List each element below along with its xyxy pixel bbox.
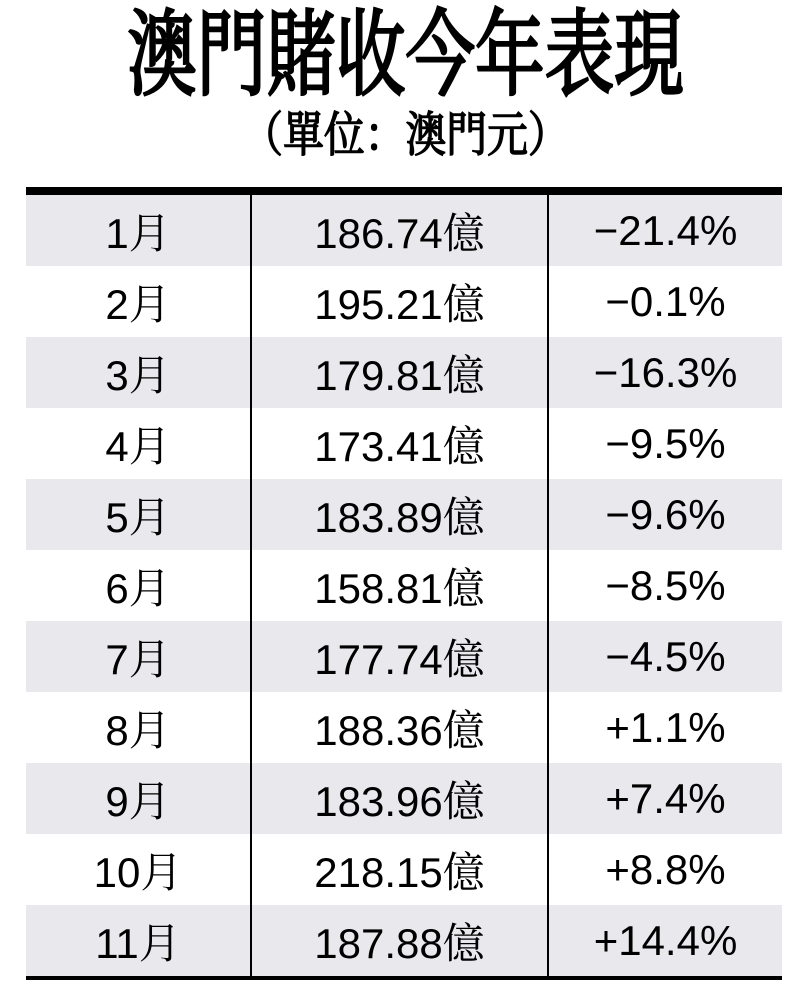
table-row <box>26 550 782 621</box>
cell-change: +7.4% <box>547 763 782 834</box>
table-row <box>26 621 782 692</box>
cell-change: +1.1% <box>547 692 782 763</box>
table-row <box>26 692 782 763</box>
table-row <box>26 195 782 266</box>
unit-note: （單位：澳門元） <box>242 109 569 162</box>
cell-month: 1月 <box>105 209 171 257</box>
cell-value: 187.88億 <box>250 905 547 976</box>
cell-change: −0.1% <box>547 266 782 337</box>
table-row <box>26 408 782 479</box>
cell-change: −8.5% <box>547 550 782 621</box>
cell-value: 186.74億 <box>250 195 547 266</box>
table-row <box>26 905 782 976</box>
cell-change: −9.5% <box>547 408 782 479</box>
cell-value: 179.81億 <box>250 337 547 408</box>
header <box>0 0 811 160</box>
cell-month: 8月 <box>105 706 171 754</box>
cell-change: +8.8% <box>547 834 782 905</box>
cell-value: 218.15億 <box>250 834 547 905</box>
cell-month: 11月 <box>95 919 181 967</box>
cell-month: 3月 <box>105 351 171 399</box>
revenue-table-body <box>26 195 782 976</box>
cell-change: −9.6% <box>547 479 782 550</box>
cell-value: 188.36億 <box>250 692 547 763</box>
cell-month: 10月 <box>93 848 183 896</box>
cell-month: 2月 <box>105 280 171 328</box>
page-title: 澳門賭收今年表現 <box>127 2 684 107</box>
cell-month: 9月 <box>105 777 171 825</box>
revenue-table <box>26 187 782 980</box>
cell-value: 173.41億 <box>250 408 547 479</box>
cell-month: 7月 <box>105 635 171 683</box>
cell-month: 6月 <box>105 564 171 612</box>
table-row <box>26 763 782 834</box>
table-row <box>26 337 782 408</box>
cell-value: 177.74億 <box>250 621 547 692</box>
cell-value: 183.89億 <box>250 479 547 550</box>
cell-value: 195.21億 <box>250 266 547 337</box>
cell-change: −4.5% <box>547 621 782 692</box>
cell-month: 5月 <box>105 493 171 541</box>
cell-change: +14.4% <box>547 905 782 976</box>
table-row <box>26 479 782 550</box>
cell-month: 4月 <box>105 422 171 470</box>
cell-change: −16.3% <box>547 337 782 408</box>
table-row <box>26 266 782 337</box>
cell-value: 158.81億 <box>250 550 547 621</box>
table-row <box>26 834 782 905</box>
cell-value: 183.96億 <box>250 763 547 834</box>
cell-change: −21.4% <box>547 195 782 266</box>
